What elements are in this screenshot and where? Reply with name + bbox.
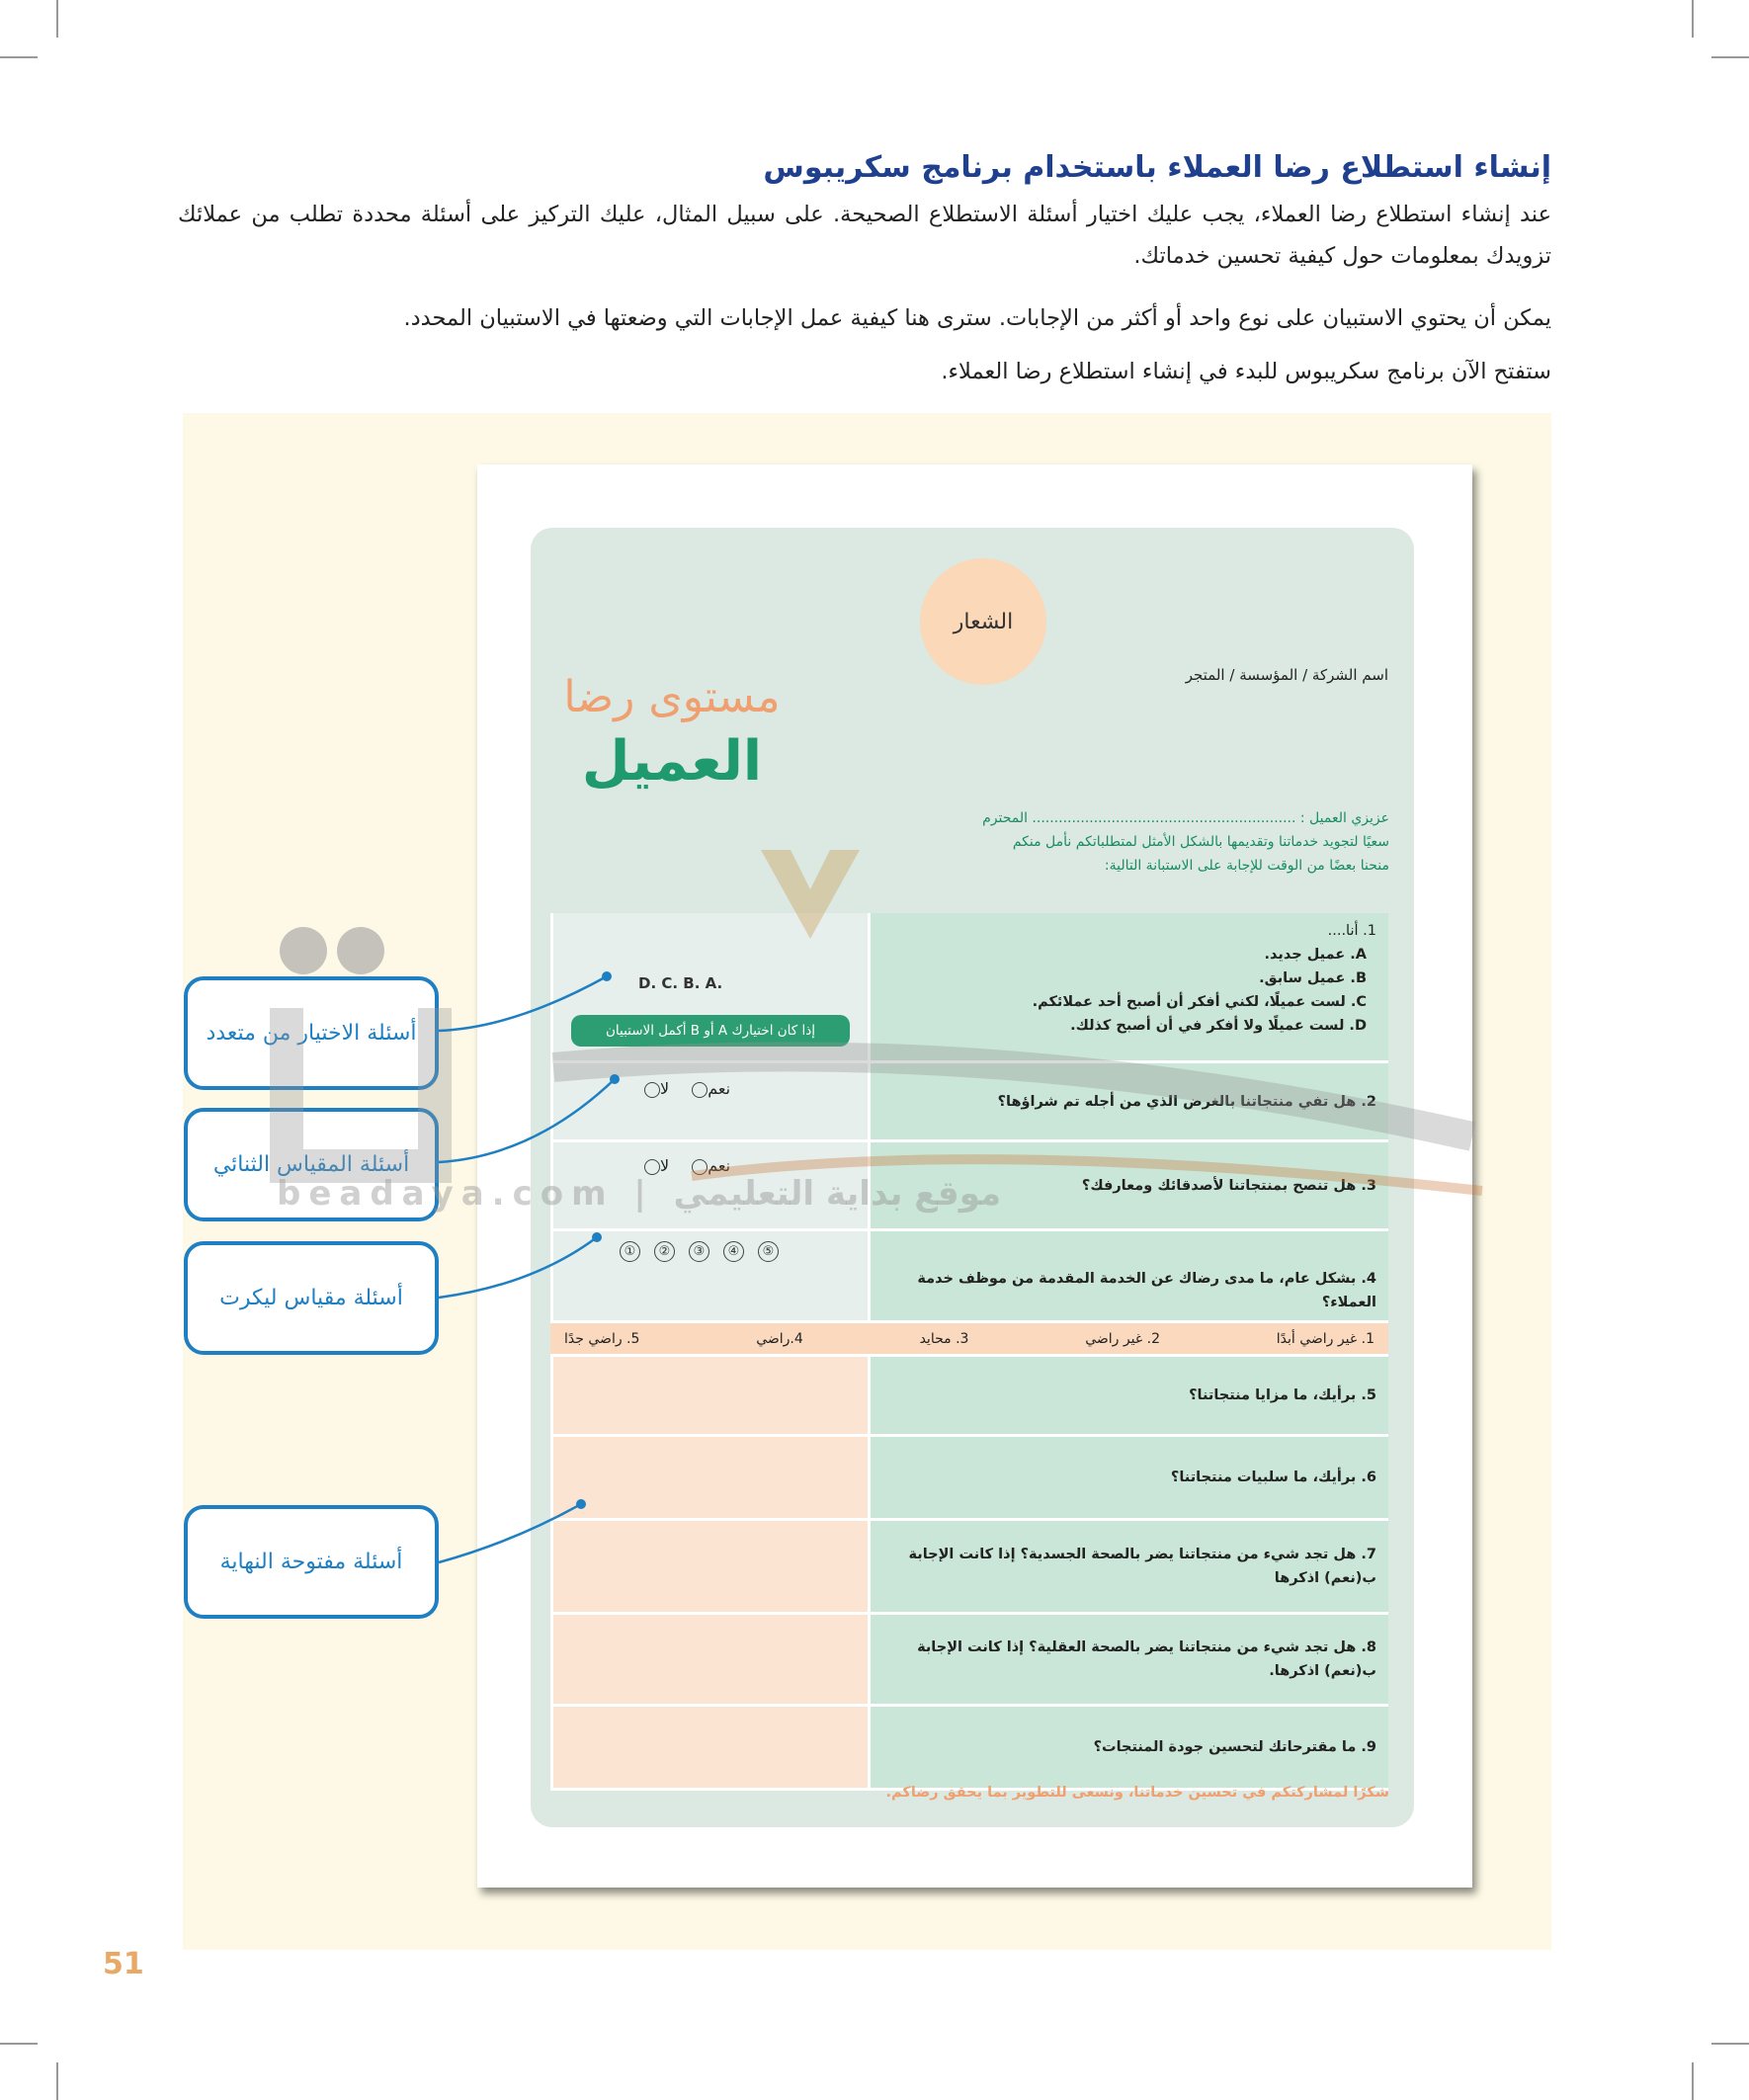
greeting-line: عزيزي العميل : ............................................................ المحترم (982, 810, 1389, 826)
q2-text: 2. هل تفي منتجاتنا بالغرض الذي من أجله تم شراؤها؟ (997, 1093, 1376, 1110)
no-radio[interactable] (644, 1159, 660, 1175)
question-row-9 (550, 1707, 1388, 1791)
survey-title-line1: مستوى رضا (563, 672, 781, 722)
crop-mark (1711, 2043, 1749, 2045)
question-row-2 (550, 1063, 1388, 1142)
q1-note-badge: إذا كان اختيارك A أو B أكمل الاستبيان (571, 1015, 850, 1047)
q1-answer-options[interactable]: D. C. B. A. (638, 974, 723, 992)
company-name-label: اسم الشركة / المؤسسة / المتجر (1185, 666, 1388, 684)
yes-radio[interactable] (692, 1159, 708, 1175)
likert-scale-circles (620, 1240, 792, 1262)
q5-text: 5. برأيك، ما مزايا منتجاتنا؟ (1189, 1387, 1376, 1403)
likert-label: 4.راضي (756, 1330, 803, 1347)
crop-mark (0, 2043, 38, 2045)
greeting-text (889, 806, 1389, 878)
callout-multiple-choice: أسئلة الاختيار من متعدد (184, 976, 439, 1090)
answers-paragraph: يمكن أن يحتوي الاستبيان على نوع واحد أو أكثر من الإجابات. سترى هنا كيفية عمل الإجابات التي وضعتها في الاستبيان المحدد. (403, 305, 1551, 331)
q1-option-d: D. لست عميلًا ولا أفكر في أن أصبح كذلك. (1070, 1018, 1367, 1034)
yes-radio[interactable] (692, 1082, 708, 1098)
question-cell (871, 1063, 1388, 1139)
question-cell (871, 1521, 1388, 1612)
page-number: 51 (103, 1947, 144, 1981)
section-heading: إنشاء استطلاع رضا العملاء باستخدام برنامج سكريبوس (763, 150, 1551, 185)
question-row-7 (550, 1521, 1388, 1615)
callout-open-ended: أسئلة مفتوحة النهاية (184, 1505, 439, 1619)
question-cell (871, 913, 1388, 1060)
q1-option-b: B. عميل سابق. (1259, 970, 1367, 986)
survey-footer-message: شكرًا لمشاركتكم في تحسين خدماتنا، ونسعى للتطوير بما يحقق رضاكم. (885, 1785, 1389, 1801)
survey-title-line2: العميل (581, 729, 763, 794)
logo-placeholder: الشعار (920, 558, 1046, 685)
likert-option[interactable]: ① (620, 1241, 640, 1262)
no-label: لا (660, 1156, 670, 1175)
likert-label: 3. محايد (919, 1330, 969, 1347)
likert-label: 5. راضي جدًا (564, 1330, 640, 1347)
answer-cell (550, 1063, 871, 1139)
likert-option[interactable]: ③ (689, 1241, 709, 1262)
callout-binary-scale: أسئلة المقياس الثنائي (184, 1108, 439, 1221)
q4-text: 4. بشكل عام، ما مدى رضاك عن الخدمة المقدمة من موظف خدمة العملاء؟ (917, 1271, 1376, 1310)
greeting-line: سعيًا لتجويد خدماتنا وتقديمها بالشكل الأمثل لمتطلباتكم نأمل منكم (1012, 834, 1389, 850)
open-answer-cell[interactable] (550, 1521, 871, 1612)
yes-label: نعم (708, 1079, 731, 1098)
greeting-line: منحنا بعضًا من الوقت للإجابة على الاستبانة التالية: (1104, 858, 1389, 874)
q6-text: 6. برأيك، ما سلبيات منتجاتنا؟ (1170, 1470, 1376, 1485)
likert-label: 2. غير راضي (1085, 1330, 1160, 1347)
q9-text: 9. ما مقترحاتك لتحسين جودة المنتجات؟ (1093, 1739, 1376, 1755)
q8-text: 8. هل تجد شيء من منتجاتنا يضر بالصحة العقلية؟ إذا كانت الإجابة ب(نعم) اذكرها. (917, 1639, 1376, 1679)
likert-option[interactable]: ② (654, 1241, 675, 1262)
q3-text: 3. هل تنصح بمنتجاتنا لأصدقائك ومعارفك؟ (1081, 1177, 1376, 1194)
open-scribus-paragraph: ستفتح الآن برنامج سكريبوس للبدء في إنشاء استطلاع رضا العملاء. (941, 359, 1551, 384)
crop-mark (1711, 56, 1749, 58)
intro-paragraph: عند إنشاء استطلاع رضا العملاء، يجب عليك اختيار أسئلة الاستطلاع الصحيحة. على سبيل المثال، عليك التركيز على أسئلة محددة تطلب من عملائك تزويدك بمعلومات حول كيفية تحسين خدماتك. (178, 202, 1551, 269)
callout-likert-scale: أسئلة مقياس ليكرت (184, 1241, 439, 1355)
crop-mark (56, 2062, 58, 2100)
question-row-6 (550, 1437, 1388, 1521)
watermark-text: beadaya.com | موقع بداية التعليمي (277, 1174, 1002, 1214)
question-row-8 (550, 1615, 1388, 1707)
open-answer-cell[interactable] (550, 1357, 871, 1434)
q2-yes-no (644, 1079, 730, 1098)
no-label: لا (660, 1079, 670, 1098)
open-answer-cell[interactable] (550, 1707, 871, 1788)
likert-option[interactable]: ⑤ (758, 1241, 779, 1262)
crop-mark (0, 56, 38, 58)
yes-label: نعم (708, 1156, 731, 1175)
open-answer-cell[interactable] (550, 1615, 871, 1704)
open-answer-cell[interactable] (550, 1437, 871, 1518)
crop-mark (1692, 2062, 1694, 2100)
likert-option[interactable]: ④ (723, 1241, 744, 1262)
question-cell (871, 1231, 1388, 1320)
crop-mark (56, 0, 58, 38)
crop-mark (1692, 0, 1694, 38)
no-radio[interactable] (644, 1082, 660, 1098)
q1-option-c: C. لست عميلًا، لكني أفكر أن أصبح أحد عملائكم. (1032, 994, 1367, 1010)
question-cell (871, 1357, 1388, 1434)
likert-scale-labels (550, 1323, 1388, 1357)
likert-label: 1. غير راضي أبدًا (1276, 1330, 1374, 1347)
q7-text: 7. هل تجد شيء من منتجاتنا يضر بالصحة الجسدية؟ إذا كانت الإجابة ب(نعم) اذكرها (908, 1547, 1376, 1586)
q1-title: 1. أنا.... (1327, 923, 1376, 939)
question-cell (871, 1707, 1388, 1788)
question-cell (871, 1615, 1388, 1704)
question-cell (871, 1437, 1388, 1518)
q3-yes-no (644, 1156, 730, 1175)
question-row-5 (550, 1357, 1388, 1437)
q1-option-a: A. عميل جديد. (1264, 947, 1367, 963)
